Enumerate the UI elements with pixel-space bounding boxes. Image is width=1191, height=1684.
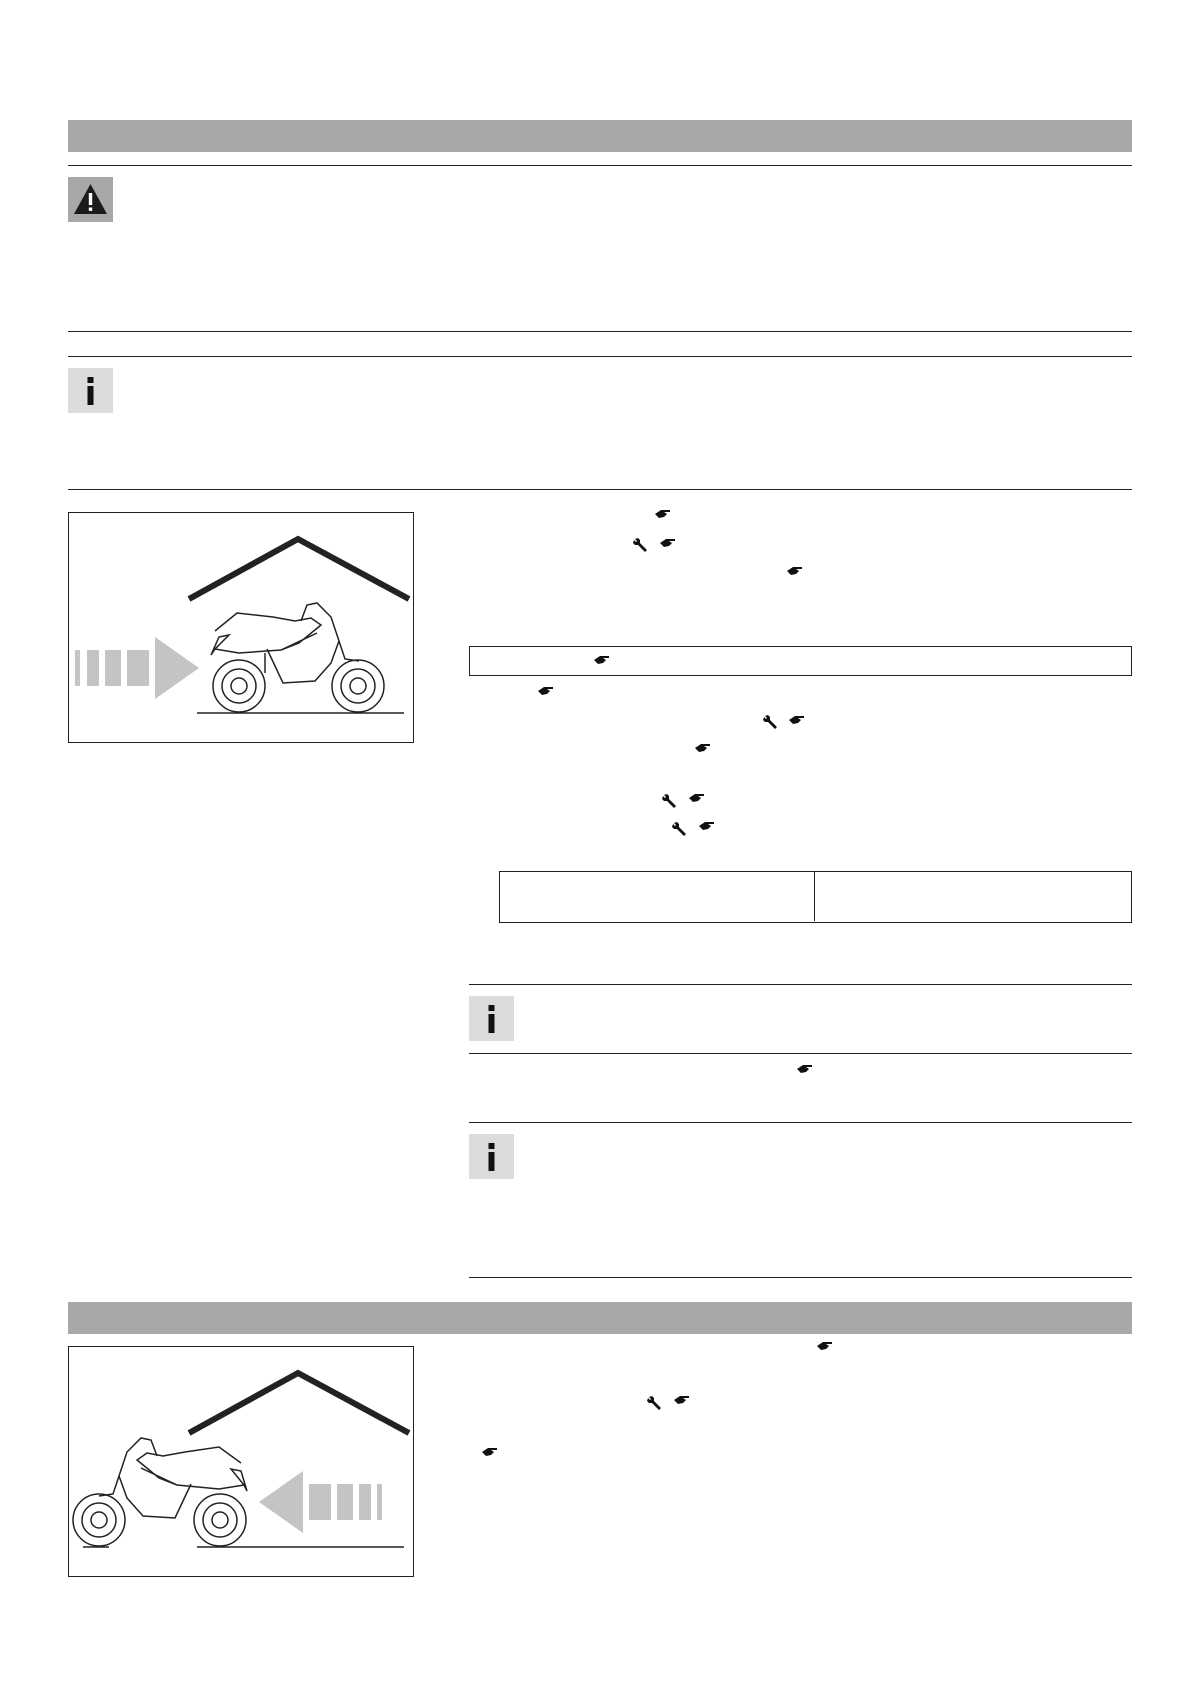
spec-table	[499, 871, 1132, 923]
warning-top-rule	[68, 165, 1132, 166]
pointing-hand-icon	[660, 537, 676, 549]
pointing-hand-icon	[787, 565, 803, 577]
section-header-bar	[68, 120, 1132, 152]
pointing-hand-icon	[789, 714, 805, 726]
wrench-icon	[647, 1395, 663, 1416]
note-bottom-rule	[68, 489, 1132, 490]
atv-icon	[211, 603, 384, 712]
pointing-hand-icon	[655, 508, 671, 520]
garage-roof-icon	[189, 539, 409, 599]
info-icon	[469, 1134, 514, 1179]
info-icon	[68, 368, 113, 413]
pointing-hand-icon	[699, 820, 715, 832]
storage-illustration	[69, 513, 412, 741]
wrench-icon	[662, 793, 678, 814]
pointing-hand-icon	[695, 742, 711, 754]
wrench-icon	[763, 714, 779, 735]
boxed-reference-line	[469, 646, 1132, 676]
warning-icon	[68, 177, 113, 222]
wrench-icon	[633, 537, 649, 558]
spec-table-divider	[814, 872, 815, 921]
note-top-rule	[469, 984, 1132, 985]
atv-icon	[73, 1438, 247, 1546]
note-top-rule	[68, 356, 1132, 357]
pointing-hand-icon	[674, 1394, 690, 1406]
info-icon	[469, 996, 514, 1041]
pointing-hand-icon	[689, 792, 705, 804]
note-top-rule	[469, 1122, 1132, 1123]
arrow-out-of-garage-icon	[259, 1471, 382, 1533]
wrench-icon	[672, 821, 688, 842]
removal-from-storage-figure	[68, 1346, 414, 1577]
note-bottom-rule	[469, 1277, 1132, 1278]
section-header-bar	[68, 1302, 1132, 1334]
storage-figure	[68, 512, 414, 743]
pointing-hand-icon	[817, 1340, 833, 1352]
warning-bottom-rule	[68, 331, 1132, 332]
garage-roof-icon	[189, 1373, 409, 1433]
arrow-into-garage-icon	[75, 637, 199, 699]
removal-illustration	[69, 1347, 412, 1575]
note-bottom-rule	[469, 1053, 1132, 1054]
pointing-hand-icon	[482, 1446, 498, 1458]
pointing-hand-icon	[797, 1063, 813, 1075]
pointing-hand-icon	[538, 685, 554, 697]
pointing-hand-icon	[594, 654, 610, 666]
